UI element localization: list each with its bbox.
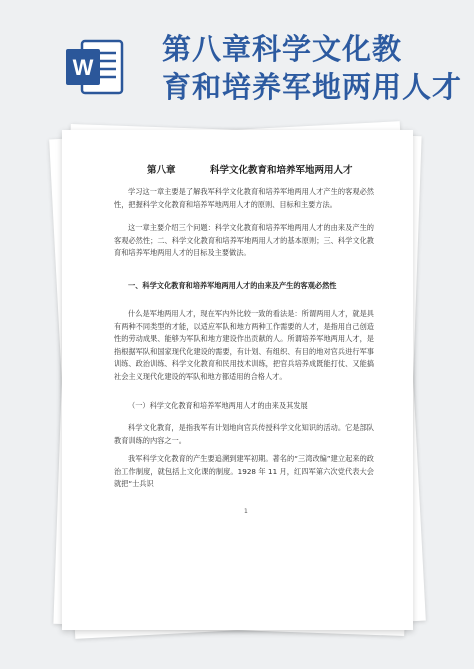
subsection-heading: （一）科学文化教育和培养军地两用人才的由来及其发展 <box>128 401 308 410</box>
chapter-heading: 第八章 <box>147 165 176 176</box>
svg-text:W: W <box>72 55 94 80</box>
header-banner <box>0 0 474 112</box>
intro-paragraph: 学习这一章主要是了解我军科学文化教育和培养军地两用人才产生的客观必然性，把握科学文化教育和培养军地两用人才的原则、目标和主要方法。 <box>114 187 374 209</box>
section-heading: 一、科学文化教育和培养军地两用人才的由来及产生的客观必然性 <box>128 281 337 290</box>
page-title <box>162 30 462 106</box>
word-doc-icon <box>62 35 126 99</box>
title-line-2: 育和培养军地两用人才 <box>162 70 463 104</box>
section-paragraph: 什么是军地两用人才，现在军内外比较一致的看法是：所谓两用人才，就是具有两种不同类型的才能，以适应军队和地方两种工作需要的人才，是指用自己创造性的劳动成果、能够为军队和地方建设作出贡献的人。所谓培养军地两用人才，是指根据军队和国家现代化建设的需要，有计划、有组织、有目的地对官兵进行军事训练、政治训练、科学文化教育和民用技术训练，把官兵培养成既能打仗、又能搞社会主义现代化建设的军队和地方都适用的合格人才。 <box>114 309 374 381</box>
subsection-paragraph: 科学文化教育，是指我军有计划地向官兵传授科学文化知识的活动。它是部队教育训练的内容之一。 <box>114 423 374 445</box>
overview-paragraph: 这一章主要介绍三个问题：科学文化教育和培养军地两用人才的由来及产生的客观必然性；二、科学文化教育和培养军地两用人才的基本原则；三、科学文化教育和培养军地两用人才的目标及主要做法。 <box>114 223 374 257</box>
page-number: 1 <box>244 508 248 515</box>
history-paragraph: 我军科学文化教育的产生要追溯到建军初期。著名的“三湾改编”建立起来的政治工作制度，就包括上文化课的制度。1928 年 11 月，红四军第六次党代表大会就把“士兵识 <box>114 454 374 488</box>
chapter-title: 科学文化教育和培养军地两用人才 <box>210 165 353 176</box>
title-line-1: 第八章科学文化教 <box>162 32 403 66</box>
document-page <box>62 130 413 630</box>
